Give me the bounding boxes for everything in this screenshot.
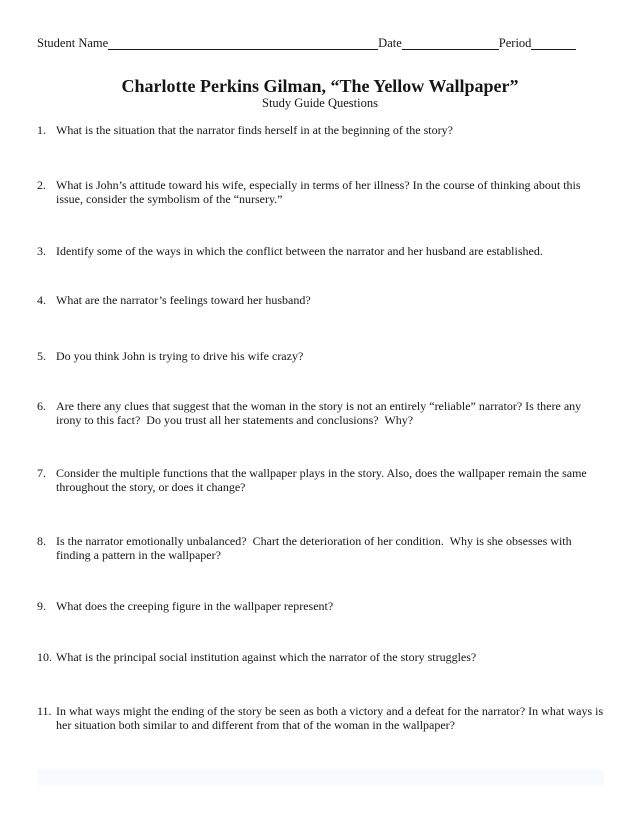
question-text: What is John’s attitude toward his wife, especially in terms of her illness? In the course of thinking about this issue, consider the symbolism of the “nursery.”: [56, 178, 584, 206]
date-label: Date: [378, 36, 402, 50]
question-item-11: [37, 704, 607, 732]
question-text: Do you think John is trying to drive his wife crazy?: [56, 349, 304, 363]
question-number: 2.: [37, 178, 46, 192]
question-text: What are the narrator’s feelings toward her husband?: [56, 293, 311, 307]
footer-highlight-bar: [37, 770, 604, 785]
question-item-1: [37, 124, 604, 138]
question-number: 11.: [37, 704, 52, 718]
student-name-label: Student Name: [37, 36, 109, 50]
question-number: 9.: [37, 599, 46, 613]
question-item-9: [37, 600, 604, 614]
question-number: 7.: [37, 466, 46, 480]
question-number: 1.: [37, 123, 46, 137]
date-blank: [402, 36, 499, 50]
question-item-3: [37, 245, 604, 259]
question-text: Is the narrator emotionally unbalanced? Chart the deterioration of her condition. Why is she obsesses with finding a pattern in the wallpaper?: [56, 534, 575, 562]
question-text: What is the situation that the narrator finds herself in at the beginning of the story?: [56, 123, 453, 137]
question-item-6: [37, 400, 604, 427]
question-number: 10.: [37, 650, 52, 664]
question-item-8: [37, 535, 604, 562]
question-text: Consider the multiple functions that the wallpaper plays in the story. Also, does the wallpaper remain the same throughout the story, or does it change?: [56, 466, 590, 494]
period-blank: [531, 36, 576, 50]
question-item-5: [37, 350, 604, 364]
question-number: 5.: [37, 349, 46, 363]
header-fill-in-row: [37, 36, 576, 50]
question-item-10: [37, 651, 604, 665]
question-item-4: [37, 294, 604, 308]
question-number: 3.: [37, 244, 46, 258]
question-item-7: [37, 467, 604, 494]
question-text: Identify some of the ways in which the conflict between the narrator and her husband are established.: [56, 244, 543, 258]
period-label: Period: [498, 36, 532, 50]
question-text: In what ways might the ending of the story be seen as both a victory and a defeat for the narrator? In what ways is her situation both similar to and different from that of the woman in the wallpaper?: [56, 704, 607, 732]
student-name-blank: [108, 36, 378, 50]
question-text: Are there any clues that suggest that the woman in the story is not an entirely “reliable” narrator? Is there any irony to this fact? Do you trust all her statements and conclusions? Why?: [56, 399, 585, 427]
worksheet-title: Charlotte Perkins Gilman, “The Yellow Wallpaper”: [121, 76, 519, 96]
question-text: What does the creeping figure in the wallpaper represent?: [56, 599, 334, 613]
question-number: 8.: [37, 534, 46, 548]
worksheet-subtitle: Study Guide Questions: [262, 96, 378, 110]
question-number: 6.: [37, 399, 46, 413]
question-number: 4.: [37, 293, 46, 307]
question-item-2: [37, 179, 604, 206]
question-text: What is the principal social institution against which the narrator of the story struggles?: [56, 650, 477, 664]
